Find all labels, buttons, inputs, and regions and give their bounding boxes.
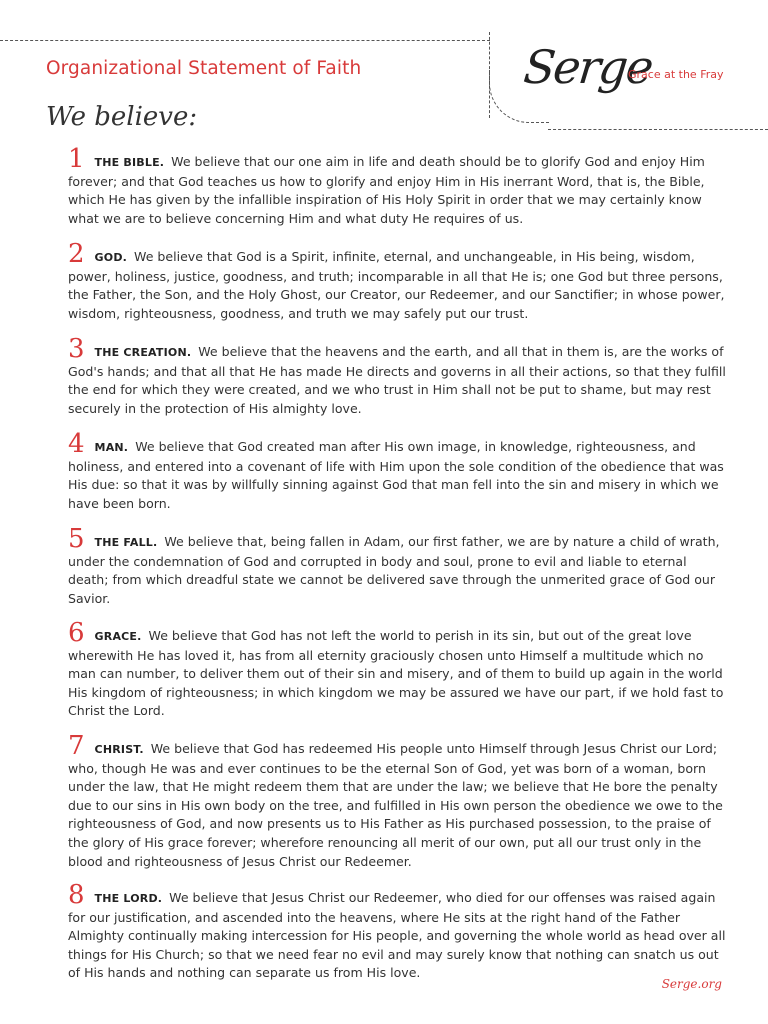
item-text: We believe that Jesus Christ our Redeemer, who died for our offenses was raised again for our justification, and ascended into the heavens, where He sits at the right hand of the Father Almighty continually making intercession for His people, and governing the whole world as head over all things for His Church; so that we need fear no evil and may surely know that nothing can snatch us out of His hands and nothing can separate us from His love. xyxy=(68,890,726,981)
page-title: Organizational Statement of Faith xyxy=(46,58,362,79)
item-heading: THE CREATION. xyxy=(94,346,192,359)
item-heading: THE FALL. xyxy=(94,536,158,549)
logo-tagline: Grace at the Fray xyxy=(628,68,724,81)
item-number: 7 xyxy=(68,731,85,761)
item-heading: CHRIST. xyxy=(94,743,144,756)
item-text: We believe that the heavens and the earth, and all that in them is, are the works of God's hands; and that all that He has made He directs and governs in all their actions, so that they fulfill the end for which they were created, and we who trust in Him shall not be put to shame, but may rest securely in the protection of His almighty love. xyxy=(68,344,726,416)
belief-item-fall xyxy=(68,524,728,608)
item-text: We believe that God created man after His own image, in knowledge, righteousness, and holiness, and entered into a covenant of life with Him upon the sole condition of the obedience that was His due: so that it was by willfully sinning against God that man fell into the sin and misery in which we have been born. xyxy=(68,439,724,511)
belief-item-god xyxy=(68,239,728,323)
item-number: 4 xyxy=(68,429,85,459)
serge-logo: Serge xyxy=(521,40,655,94)
item-number: 5 xyxy=(68,524,85,554)
item-number: 2 xyxy=(68,239,85,269)
item-heading: THE BIBLE. xyxy=(94,156,165,169)
decorative-dashed-line-bottom xyxy=(548,129,768,130)
item-number: 8 xyxy=(68,880,85,910)
belief-item-lord xyxy=(68,880,728,983)
item-text: We believe that our one aim in life and death should be to glorify God and enjoy Him forever; and that God teaches us how to glorify and enjoy Him in His inerrant Word, that is, the Bible, which He has given by the infallible inspiration of His Holy Spirit in order that we may certainly know what we are to believe concerning Him and what duty He requires of us. xyxy=(68,154,705,226)
item-heading: GRACE. xyxy=(94,630,142,643)
item-text: We believe that, being fallen in Adam, our first father, we are by nature a child of wrath, under the condemnation of God and corrupted in body and soul, prone to evil and liable to eternal death; from which dreadful state we cannot be delivered save through the unmerited grace of God our Savior. xyxy=(68,534,720,606)
item-number: 3 xyxy=(68,334,85,364)
intro-heading: We believe: xyxy=(46,102,198,132)
decorative-dashed-line-top xyxy=(0,40,490,41)
item-text: We believe that God has not left the world to perish in its sin, but out of the great love wherewith He has loved it, has from all eternity graciously chosen unto Himself a multitude which no man can number, to deliver them out of their sin and misery, and of them to build up again in the world His kingdom of righteousness; in which kingdom we may be assured we have our part, if we hold fast to Christ the Lord. xyxy=(68,628,724,719)
item-heading: GOD. xyxy=(94,251,128,264)
belief-item-man xyxy=(68,429,728,513)
footer-url: Serge.org xyxy=(661,977,722,991)
belief-item-grace xyxy=(68,618,728,721)
item-number: 6 xyxy=(68,618,85,648)
belief-item-bible xyxy=(68,144,728,228)
belief-item-christ xyxy=(68,731,728,871)
item-number: 1 xyxy=(68,144,85,174)
item-heading: MAN. xyxy=(94,441,129,454)
item-heading: THE LORD. xyxy=(94,892,163,905)
item-text: We believe that God has redeemed His people unto Himself through Jesus Christ our Lord; who, though He was and ever continues to be the eternal Son of God, yet was born of a woman, born under the law, that He might redeem them that are under the law; we believe that He bore the penalty due to our sins in His own body on the tree, and fulfilled in His own person the obedience we owe to the righteousness of God, and now presents us to His Father as His purchased possession, to the praise of the glory of His grace forever; wherefore renouncing all merit of our own, put all our trust only in the blood and righteousness of Jesus Christ our Redeemer. xyxy=(68,741,723,869)
item-text: We believe that God is a Spirit, infinite, eternal, and unchangeable, in His being, wisdom, power, holiness, justice, goodness, and truth; incomparable in all that He is; one God but three persons, the Father, the Son, and the Holy Ghost, our Creator, our Redeemer, and our Sanctifier; in whose power, wisdom, righteousness, goodness, and truth we may safely put our trust. xyxy=(68,249,725,321)
belief-item-creation xyxy=(68,334,728,418)
